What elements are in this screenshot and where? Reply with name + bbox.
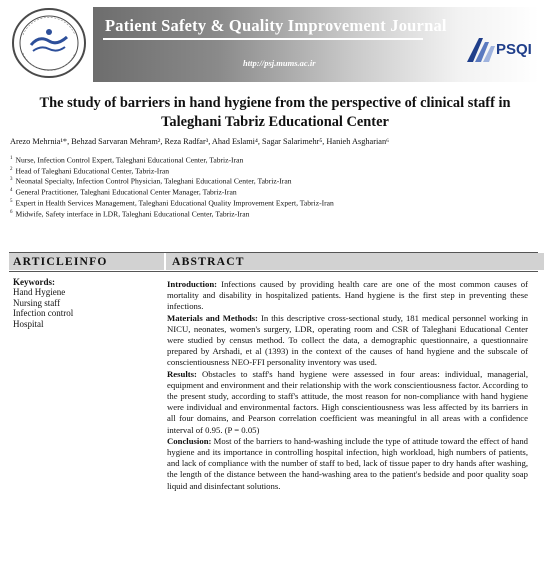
article-title <box>0 94 550 132</box>
affiliation-item <box>10 186 334 197</box>
keyword-item: Infection control <box>13 308 74 319</box>
affiliation-number: 6 <box>10 209 13 215</box>
article-title-line1: The study of barriers in hand hygiene from the perspective of clinical staff in <box>39 95 511 111</box>
keywords-label: Keywords: <box>13 277 55 287</box>
abstract-results <box>167 369 528 436</box>
results-text: Obstacles to staff's hand hygiene were assessed in four areas: individual, managerial, equipment and environment and their relationship with the work conscientiousness factor. According to the present study, according to staff's attitude, the most reason for non-compliance with hand hygiene were individual and environmental factors. High conscientiousness was less affected by its barriers in all four domains, and Pearson correlation coefficient was meaningful in all areas with a confidence interval of 0.95. (P = 0.05) <box>167 368 529 435</box>
affiliation-item <box>10 154 334 165</box>
psqi-emblem-icon <box>463 34 497 66</box>
affiliation-text: Neonatal Specialty, Infection Control Physician, Taleghani Educational Center, Tabriz-Iran <box>15 177 292 186</box>
psqi-logo-text: PSQI <box>496 41 532 58</box>
abstract-heading: ABSTRACT <box>166 253 544 270</box>
author-list: Arezo Mehrnia¹*, Behzad Sarvaran Mehram², Reza Radfar³, Ahad Eslami⁴, Sagar Salarimehr⁵, Hanieh Asgharian⁶ <box>10 137 389 146</box>
conclusion-label: Conclusion: <box>167 435 212 446</box>
affiliation-text: Expert in Health Services Management, Taleghani Educational Quality Improvement Expert, Tabriz-Iran <box>15 198 334 208</box>
article-title-line2: Taleghani Tabriz Educational Center <box>161 114 389 130</box>
introduction-text: Infections caused by providing health care are one of the most common causes of mortality and disability in hospitalized patients. Hand hygiene is the first step in preventing these infections. <box>167 279 528 312</box>
affiliation-number: 3 <box>10 177 13 183</box>
article-info-heading: ARTICLEINFO <box>9 253 164 270</box>
title-divider <box>103 38 423 40</box>
journal-url-link[interactable]: http://psj.mums.ac.ir <box>243 58 316 68</box>
journal-banner <box>9 5 539 83</box>
abstract-introduction <box>167 279 528 313</box>
affiliation-text: Midwife, Safety interface in LDR, Taleghani Educational Center, Tabriz-Iran <box>15 209 250 219</box>
keywords-block <box>13 277 73 329</box>
abstract-conclusion <box>167 436 528 492</box>
keyword-item: Nursing staff <box>13 297 61 308</box>
affiliation-list <box>10 154 334 218</box>
results-label: Results: <box>167 368 197 379</box>
affiliation-item <box>10 165 334 176</box>
affiliation-number: 1 <box>10 156 13 161</box>
affiliation-text: General Practitioner, Taleghani Educational Center Manager, Tabriz-Iran <box>15 187 237 197</box>
journal-seal-logo <box>9 5 93 83</box>
affiliation-text: Head of Taleghani Educational Center, Tabriz-Iran <box>15 166 170 176</box>
affiliation-number: 4 <box>10 188 13 194</box>
introduction-label: Introduction: <box>167 279 218 289</box>
methods-label: Materials and Methods: <box>167 312 258 323</box>
methods-text: In this descriptive cross-sectional study, 181 medical personnel working in NICU, neonates, women's surgery, LDR, operating room and CSR of Taleghani Educational Center were studied by census method. To collect the data, a demographic questionnaire, a questionnaire prepared by Arshadi, et al (1393) in the context of the causes of hand hygiene and the subscale of conscientiousness NEO-FFI personality inventory was used. <box>167 312 529 368</box>
affiliation-item <box>10 197 334 208</box>
affiliation-number: 5 <box>10 198 13 204</box>
psqi-logo <box>463 34 537 66</box>
affiliation-text: Nurse, Infection Control Expert, Taleghani Educational Center, Tabriz-Iran <box>15 155 244 165</box>
abstract-methods <box>167 313 528 369</box>
abstract-body <box>167 279 528 492</box>
conclusion-text: Most of the barriers to hand-washing include the type of attitude toward the effect of hand hygiene and its importance in controlling hospital infection, high workload, high numbers of patients, and lack of compliance with the number of staff to bed, lack of tissue paper to dry hands after washing, the length of the distance between the hand-washing area to the patient's bedside and poor quality soap liquid and disinfectant solutions. <box>167 435 529 491</box>
affiliation-item <box>10 175 334 186</box>
section-bottom-rule <box>9 271 538 272</box>
keyword-item: Hospital <box>13 318 44 329</box>
affiliation-item <box>10 208 334 219</box>
keyword-item: Hand Hygiene <box>13 287 66 298</box>
affiliation-number: 2 <box>10 166 13 172</box>
journal-title-band <box>93 7 539 82</box>
journal-title: Patient Safety & Quality Improvement Journal <box>105 16 447 35</box>
